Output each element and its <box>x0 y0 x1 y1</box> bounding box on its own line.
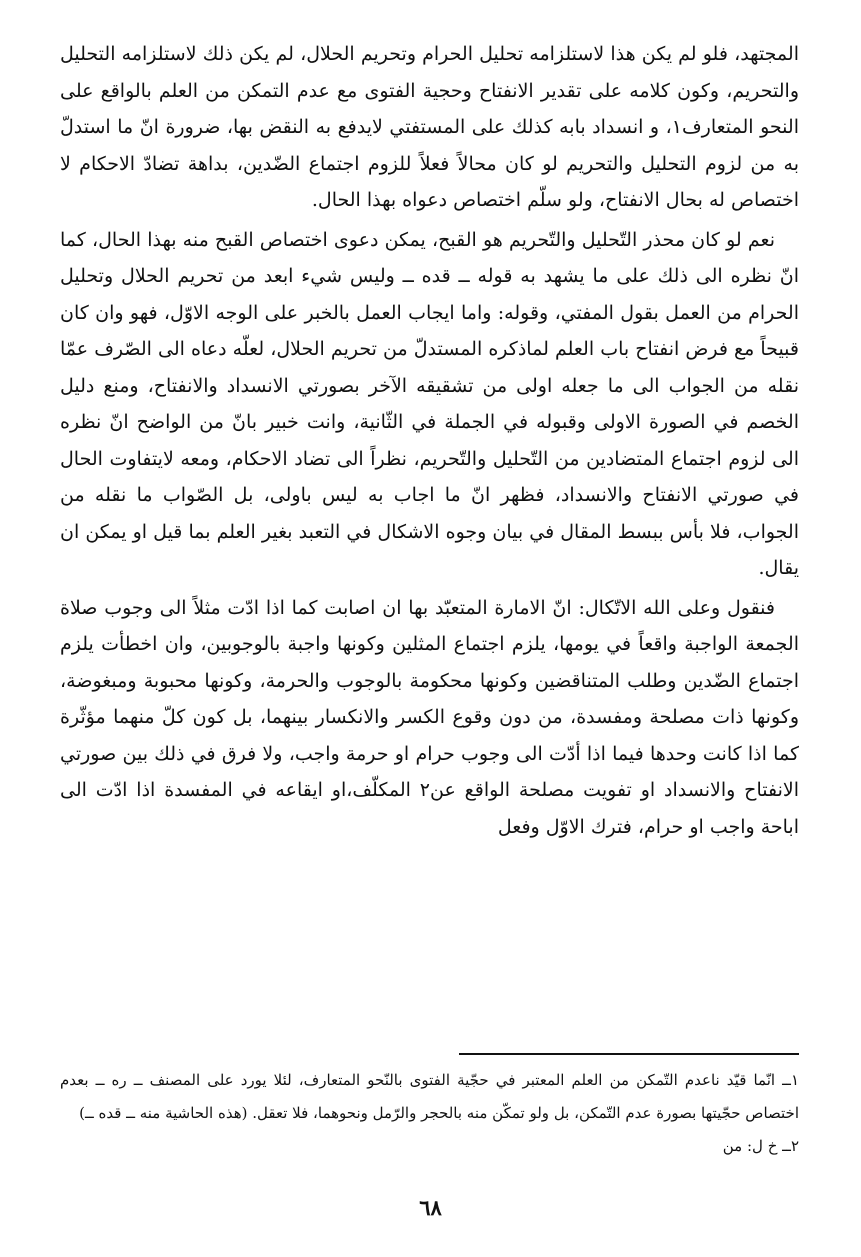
paragraph-1: المجتهد، فلو لم يكن هذا لاستلزامه تحليل الحرام وتحريم الحلال، لم يكن ذلك لاستلزامه التحليل والتحريم، وكون كلامه على تقدير الانفتاح وحجية الفتوى مع عدم التمكن من العلم بالواقع على النحو المتعارف١، و انسداد بابه كذلك على المستفتي لايدفع به النقض بها، ضرورة انّ ما استدلّ به من لزوم التحليل والتحريم لو كان محالاً فعلاً للزوم اجتماع الضّدين، بداهة تضادّ الاحكام لا اختصاص له بحال الانفتاح، ولو سلّم اختصاص دعواه بهذا الحال. <box>60 43 799 211</box>
footnote-divider <box>459 1053 799 1055</box>
paragraph-3: فنقول وعلى الله الاتّكال: انّ الامارة المتعبّد بها ان اصابت كما اذا ادّت مثلاً الى وجوب صلاة الجمعة الواجبة واقعاً في يومها، يلزم اجتماع المثلين وكونها واجبة بالوجوبين، وان اخطأت يلزم اجتماع الضّدين وطلب المتناقضين وكونها محكومة بالوجوب والحرمة، وكونها محبوبة ومبغوضة، وكونها ذات مصلحة ومفسدة، من دون وقوع الكسر والانكسار بينهما، بل كون كلّ منهما مؤثّرة كما اذا كانت وحدها فيما اذا أدّت الى وجوب حرام او حرمة واجب، ولا فرق في ذلك بين صورتي الانفتاح والانسداد او تفويت مصلحة الواقع عن٢ المكلّف،او ايقاعه في المفسدة اذا ادّت الى اباحة واجب او حرام، فترك الاوّل وفعل <box>60 596 799 838</box>
footnotes <box>60 1064 799 1184</box>
footnote-1: ١ــ انّما قيّد ناعدم التّمكن من العلم المعتبر في حجّية الفتوى بالنّحو المتعارف، لئلا يورد على المصنف ــ ره ــ بعدم اختصاص حجّيتها بصورة عدم التّمكن، بل ولو تمكّن منه بالحجر والرّمل ونحوهما، فلا تعقل. (هذه الحاشية منه ــ قده ــ) <box>60 1071 799 1122</box>
page-number: ٦٨ <box>419 1195 442 1220</box>
paragraph-2: نعم لو كان محذر التّحليل والتّحريم هو القبح، يمكن دعوى اختصاص القبح منه بهذا الحال، كما انّ نظره الى ذلك على ما يشهد به قوله ــ قده ــ وليس شيء ابعد من تحريم الحلال وتحليل الحرام من العمل بقول المفتي، وقوله: واما ايجاب العمل بالخبر على الوجه الاوّل، فهو وان كان قبيحاً مع فرض انفتاح باب العلم لماذكره المستدلّ من تحريم الحلال، لعلّه دعاه الى الصّرف عمّا نقله من الجواب الى ما جعله اولى من تشقيقه الآخر بصورتي الانسداد والانفتاح، ومنع دليل الخصم في الصورة الاولى وقبوله في الجملة في الثّانية، وانت خبير بانّ من الواضح انّ نظره الى لزوم اجتماع المتضادين من التّحليل والتّحريم، نظراً الى تضاد الاحكام، ومعه لايتفاوت الحال في صورتي الانفتاح والانسداد، فظهر انّ ما اجاب به ليس باولى، بل الصّواب ما نقله من الجواب، فلا بأس ببسط المقال في بيان وجوه الاشكال في التعبد بغير العلم بما قيل او يمكن ان يقال. <box>60 228 799 579</box>
footnote-2: ٢ــ خ ل: من <box>722 1137 799 1155</box>
main-text <box>60 36 799 1040</box>
